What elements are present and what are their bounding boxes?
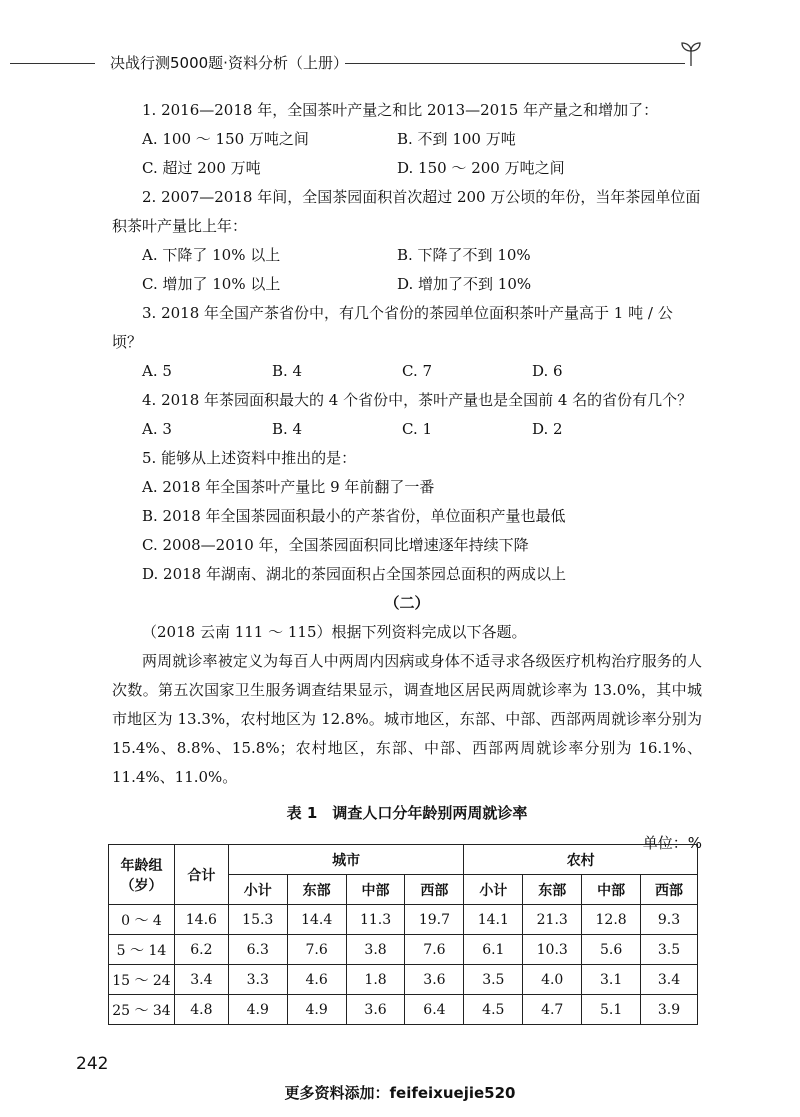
option-b: B. 不到 100 万吨 [397,130,516,148]
table-cell: 3.1 [582,965,641,995]
table-cell: 21.3 [523,905,582,935]
option-d: D. 2 [532,420,563,438]
question-2-options-row-2 [112,270,702,299]
age-group-header [109,845,175,905]
rural-east-header: 东部 [523,875,582,905]
table-cell: 10.3 [523,935,582,965]
section-intro: （2018 云南 111 ～ 115）根据下列资料完成以下各题。 [142,623,527,641]
table-cell: 3.4 [174,965,228,995]
page-number: 242 [76,1054,109,1074]
table-unit: 单位：% [642,834,702,852]
age-unit-label: （岁） [120,877,163,894]
running-header [0,48,800,78]
table-cell: 1.8 [346,965,405,995]
table-cell: 4.7 [523,995,582,1025]
rural-central-header: 中部 [582,875,641,905]
table-row [109,905,698,935]
table-cell: 3.4 [641,965,698,995]
table-cell: 5.1 [582,995,641,1025]
city-header: 城市 [228,845,464,875]
table-cell: 15.3 [228,905,287,935]
header-rule-left [10,63,95,64]
age-cell: 25 ～ 34 [109,995,175,1025]
option-b: B. 4 [272,420,303,438]
table-cell: 7.6 [405,935,464,965]
question-3-options [112,357,702,386]
rural-west-header: 西部 [641,875,698,905]
table-cell: 6.1 [464,935,523,965]
city-central-header: 中部 [346,875,405,905]
option-c: C. 增加了 10% 以上 [142,275,281,293]
rural-subtotal-header: 小计 [464,875,523,905]
sprout-icon [676,38,706,68]
table-cell: 4.0 [523,965,582,995]
page-content [112,96,702,858]
table-cell: 5.6 [582,935,641,965]
table-cell: 6.4 [405,995,464,1025]
table-cell: 3.6 [405,965,464,995]
city-east-header: 东部 [287,875,346,905]
table-row [109,965,698,995]
option-b: B. 4 [272,362,303,380]
option-d: D. 6 [532,362,563,380]
age-group-label: 年龄组 [120,857,163,874]
option-d: D. 150 ～ 200 万吨之间 [397,159,565,177]
question-4-options [112,415,702,444]
visit-rate-table [108,844,698,1025]
table-cell: 6.2 [174,935,228,965]
table-cell: 9.3 [641,905,698,935]
city-west-header: 西部 [405,875,464,905]
table-cell: 3.9 [641,995,698,1025]
question-1-options-row-2 [112,154,702,183]
option-c: C. 7 [402,362,433,380]
option-b: B. 2018 年全国茶园面积最小的产茶省份，单位面积产量也最低 [142,507,566,525]
table-cell: 4.6 [287,965,346,995]
question-1-options-row-1 [112,125,702,154]
table-cell: 4.9 [287,995,346,1025]
option-d: D. 增加了不到 10% [397,275,532,293]
table-cell: 14.6 [174,905,228,935]
option-a: A. 下降了 10% 以上 [142,246,281,264]
table-cell: 3.6 [346,995,405,1025]
option-a: A. 100 ～ 150 万吨之间 [142,130,309,148]
table-cell: 7.6 [287,935,346,965]
question-4-stem: 4. 2018 年茶园面积最大的 4 个省份中，茶叶产量也是全国前 4 名的省份有几个？ [142,391,693,409]
table-cell: 14.1 [464,905,523,935]
section-title: （二） [384,594,430,612]
city-subtotal-header: 小计 [228,875,287,905]
option-c: C. 2008—2010 年，全国茶园面积同比增速逐年持续下降 [142,536,529,554]
table-cell: 3.3 [228,965,287,995]
option-a: A. 3 [142,420,172,438]
table-cell: 4.8 [174,995,228,1025]
table-row [109,995,698,1025]
header-title: 决战行测5000题·资料分析（上册） [110,54,348,72]
table-cell: 3.5 [641,935,698,965]
table-cell: 4.9 [228,995,287,1025]
table-cell: 19.7 [405,905,464,935]
question-2-options-row-1 [112,241,702,270]
option-c: C. 1 [402,420,433,438]
question-1-stem: 1. 2016—2018 年，全国茶叶产量之和比 2013—2015 年产量之和增加了： [142,101,659,119]
question-2-stem: 2. 2007—2018 年间，全国茶园面积首次超过 200 万公顷的年份，当年茶园单位面积茶叶产量比上年： [112,188,701,235]
age-cell: 5 ～ 14 [109,935,175,965]
total-header: 合计 [174,845,228,905]
table-cell: 11.3 [346,905,405,935]
table-cell: 3.8 [346,935,405,965]
header-rule-right [345,63,685,64]
rural-header: 农村 [464,845,698,875]
table-cell: 4.5 [464,995,523,1025]
table-cell: 3.5 [464,965,523,995]
age-cell: 0 ～ 4 [109,905,175,935]
option-c: C. 超过 200 万吨 [142,159,261,177]
question-5-stem: 5. 能够从上述资料中推出的是： [142,449,357,467]
table-title: 表 1 调查人口分年龄别两周就诊率 [286,804,528,822]
footer-note: 更多资料添加：feifeixuejie520 [284,1084,516,1102]
table-cell: 14.4 [287,905,346,935]
option-a: A. 2018 年全国茶叶产量比 9 年前翻了一番 [142,478,435,496]
option-a: A. 5 [142,362,172,380]
age-cell: 15 ～ 24 [109,965,175,995]
table-cell: 12.8 [582,905,641,935]
option-b: B. 下降了不到 10% [397,246,531,264]
table-cell: 6.3 [228,935,287,965]
option-d: D. 2018 年湖南、湖北的茶园面积占全国茶园总面积的两成以上 [142,565,566,583]
question-3-stem: 3. 2018 年全国产茶省份中，有几个省份的茶园单位面积茶叶产量高于 1 吨 / 公顷？ [112,304,673,351]
table-row [109,935,698,965]
section-paragraph: 两周就诊率被定义为每百人中两周内因病或身体不适寻求各级医疗机构治疗服务的人次数。第五次国家卫生服务调查结果显示，调查地区居民两周就诊率为 13.0%，其中城市地区为 13.3%，农村地区为 12.8%。城市地区，东部、中部、西部两周就诊率分别为 15.4%、8.8%、15.8%；农村地区，东部、中部、西部两周就诊率分别为 16.1%、11.4%、11.0%。 [112,652,702,786]
